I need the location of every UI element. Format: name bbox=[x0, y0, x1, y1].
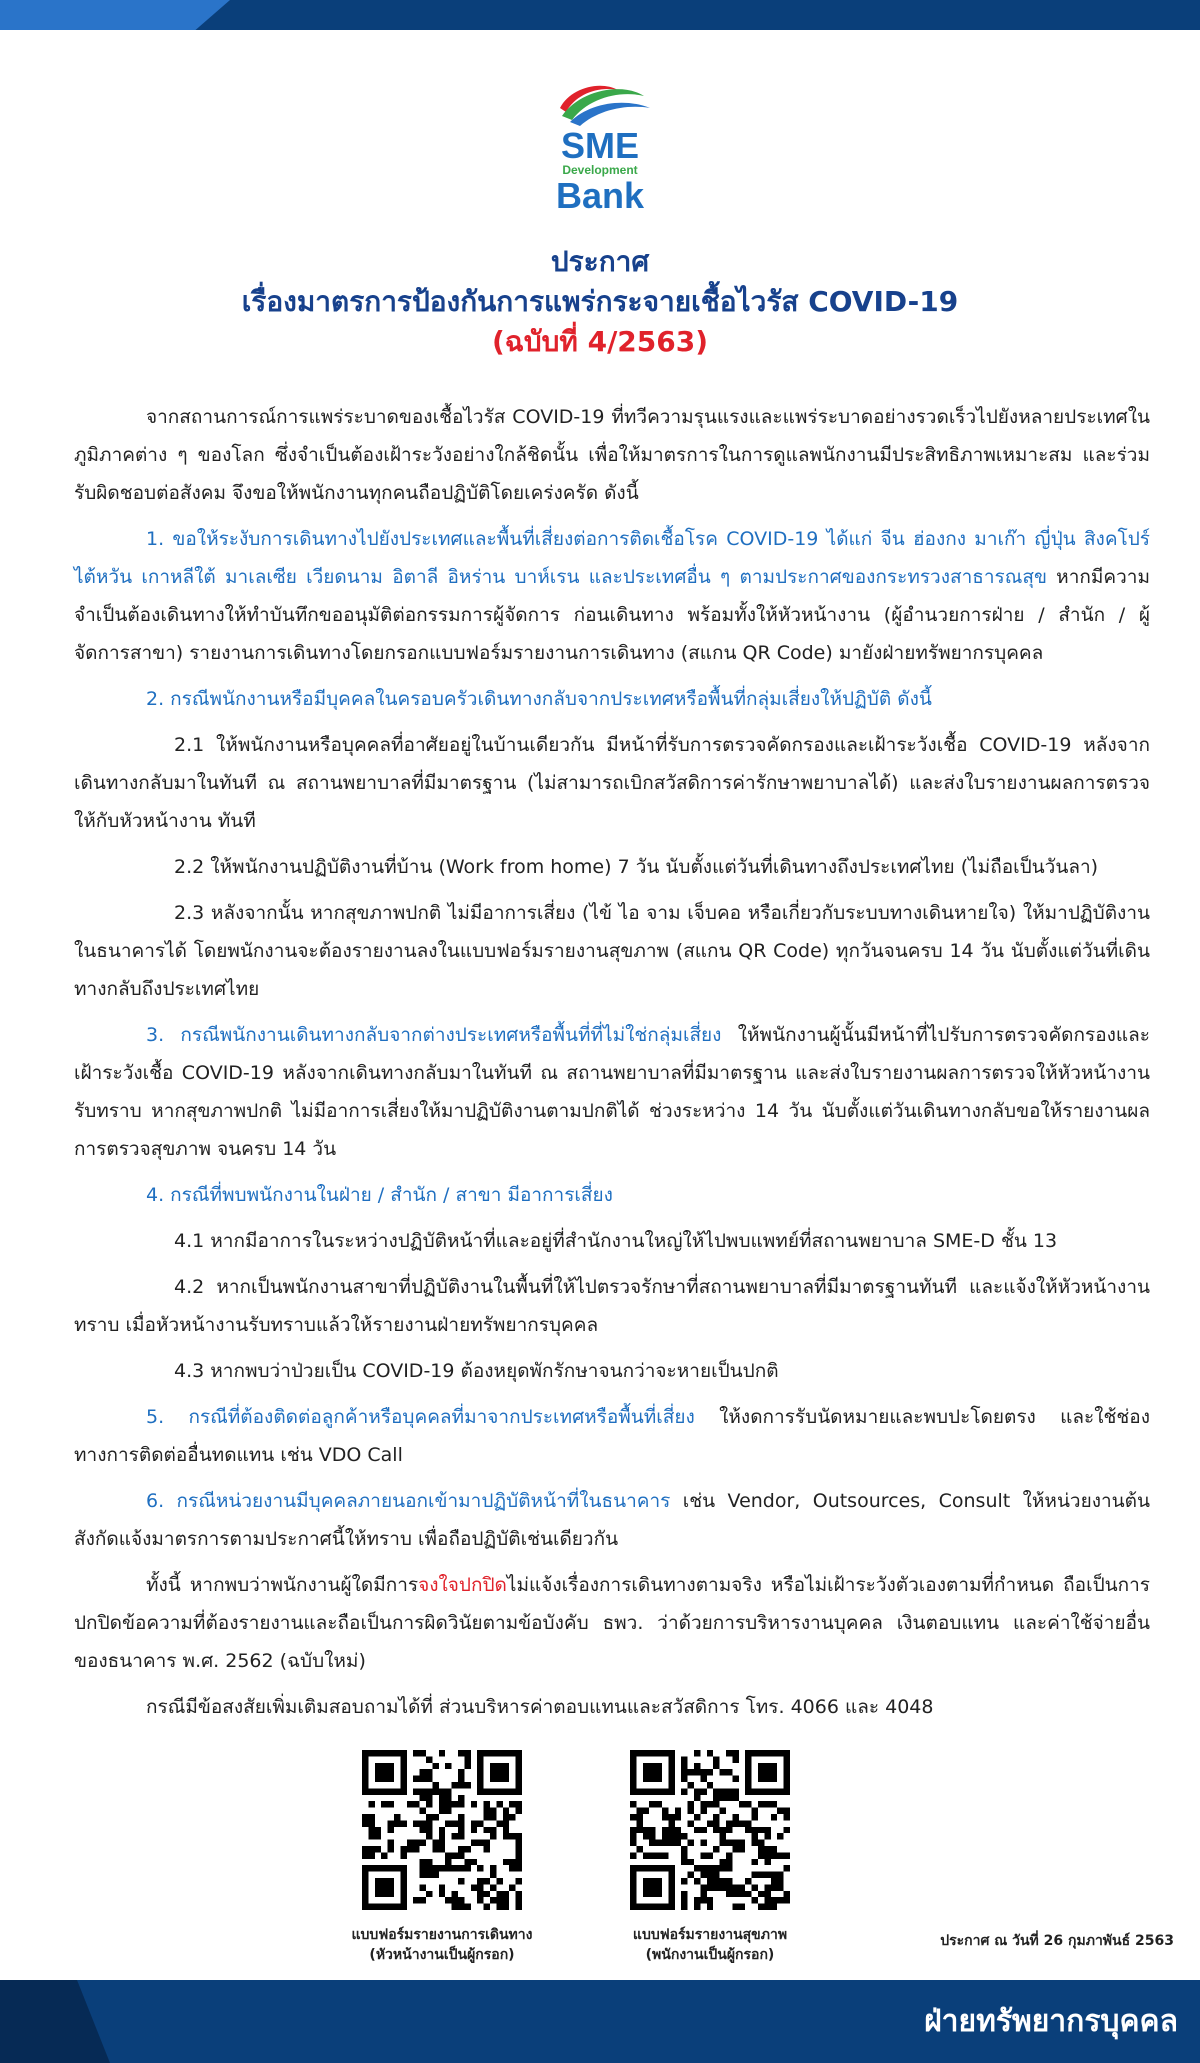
qr-caption-travel-line1: แบบฟอร์มรายงานการเดินทาง bbox=[351, 1927, 533, 1943]
item-3-body: ให้พนักงานผู้นั้นมีหน้าที่ไปรับการตรวจคัดกรองและเฝ้าระวังเชื้อ COVID-19 หลังจากเดินทางกลับมาในทันที ณ สถานพยาบาลที่มีมาตรฐาน และส่งใบรายงานผลการตรวจให้หัวหน้างาน รับทราบ หากสุขภาพปกติ ไม่มีอาการเสี่ยงให้มาปฏิบัติงานตามปกติได้ ช่วงระหว่าง 14 วัน นับตั้งแต่วันเดินทางกลับขอให้รายงานผลการตรวจสุขภาพ จนครบ 14 วัน bbox=[74, 1024, 1150, 1160]
item-3 bbox=[74, 1016, 1150, 1168]
top-banner bbox=[0, 0, 1200, 30]
intro-paragraph: จากสถานการณ์การแพร่ระบาดของเชื้อไวรัส COVID-19 ที่ทวีความรุนแรงและแพร่ระบาดอย่างรวดเร็วไปยังหลายประเทศในภูมิภาคต่าง ๆ ของโลก ซึ่งจำเป็นต้องเฝ้าระวังอย่างใกล้ชิดนั้น เพื่อให้มาตรการในการดูแลพนักงานมีประสิทธิภาพเหมาะสม และร่วมรับผิดชอบต่อสังคม จึงขอให้พนักงานทุกคนถือปฏิบัติโดยเคร่งครัด ดังนี้ bbox=[74, 406, 1150, 504]
title-line-2: เรื่องมาตรการป้องกันการแพร่กระจายเชื้อไวรัส COVID-19 bbox=[241, 285, 959, 318]
closing-after: ไม่แจ้งเรื่องการเดินทางตามจริง หรือไม่เฝ้าระวังตัวเองตามที่กำหนด ถือเป็นการปกปิดข้อความที่ต้องรายงานและถือเป็นการผิดวินัยตามข้อบังคับ ธพว. ว่าด้วยการบริหารงานบุคคล เงินตอบแทน และค่าใช้จ่ายอื่นของธนาคาร พ.ศ. 2562 (ฉบับใหม่) bbox=[74, 1574, 1150, 1672]
item-4-3: 4.3 หากพบว่าป่วยเป็น COVID-19 ต้องหยุดพักรักษาจนกว่าจะหายเป็นปกติ bbox=[174, 1360, 779, 1382]
sme-bank-logo bbox=[0, 76, 1200, 216]
item-1 bbox=[74, 520, 1150, 672]
item-2-1: 2.1 ให้พนักงานหรือบุคคลที่อาศัยอยู่ในบ้านเดียวกัน มีหน้าที่รับการตรวจคัดกรองและเฝ้าระวังเชื้อ COVID-19 หลังจากเดินทางกลับมาในทันที ณ สถานพยาบาลที่มีมาตรฐาน (ไม่สามารถเบิกสวัสดิการค่ารักษาพยาบาลได้) และส่งใบรายงานผลการตรวจให้กับหัวหน้างาน ทันที bbox=[74, 734, 1150, 832]
item-5 bbox=[74, 1398, 1150, 1474]
item-2-3: 2.3 หลังจากนั้น หากสุขภาพปกติ ไม่มีอาการเสี่ยง (ไข้ ไอ จาม เจ็บคอ หรือเกี่ยวกับระบบทางเดินหายใจ) ให้มาปฏิบัติงานในธนาคารได้ โดยพนักงานจะต้องรายงานลงในแบบฟอร์มรายงานสุขภาพ (สแกน QR Code) ทุกวันจนครบ 14 วัน นับตั้งแต่วันที่เดินทางกลับถึงประเทศไทย bbox=[74, 902, 1150, 1000]
logo-text-sme: SME bbox=[560, 125, 640, 166]
title-line-3: (ฉบับที่ 4/2563) bbox=[491, 325, 709, 358]
footer-banner bbox=[0, 1980, 1200, 2063]
item-4-2: 4.2 หากเป็นพนักงานสาขาที่ปฏิบัติงานในพื้นที่ให้ไปตรวจรักษาที่สถานพยาบาลที่มีมาตรฐานทันที และแจ้งให้หัวหน้างานทราบ เมื่อหัวหน้างานรับทราบแล้วให้รายงานฝ่ายทรัพยากรบุคคล bbox=[74, 1276, 1150, 1336]
item-4 bbox=[74, 1176, 1150, 1214]
title-line-1: ประกาศ bbox=[550, 245, 650, 278]
announcement-date: ประกาศ ณ วันที่ 26 กุมภาพันธ์ 2563 bbox=[940, 1933, 1174, 1949]
item-4-heading: 4. กรณีที่พบพนักงานในฝ่าย / สำนัก / สาขา มีอาการเสี่ยง bbox=[146, 1184, 613, 1206]
logo-text-development: Development bbox=[562, 163, 638, 177]
top-banner-accent bbox=[0, 0, 230, 30]
item-3-heading: 3. กรณีพนักงานเดินทางกลับจากต่างประเทศหรือพื้นที่ที่ไม่ใช่กลุ่มเสี่ยง bbox=[146, 1024, 722, 1046]
item-2-heading: 2. กรณีพนักงานหรือมีบุคคลในครอบครัวเดินทางกลับจากประเทศหรือพื้นที่กลุ่มเสี่ยงให้ปฏิบัติ ดังนี้ bbox=[146, 688, 932, 710]
item-6-heading: 6. กรณีหน่วยงานมีบุคคลภายนอกเข้ามาปฏิบัติหน้าที่ในธนาคาร bbox=[146, 1490, 671, 1512]
qr-section bbox=[0, 1750, 1200, 1980]
item-1-body: หากมีความจำเป็นต้องเดินทางให้ทำบันทึกขออนุมัติต่อกรรมการผู้จัดการ ก่อนเดินทาง พร้อมทั้งให้หัวหน้างาน (ผู้อำนวยการฝ่าย / สำนัก / ผู้จัดการสาขา) รายงานการเดินทางโดยกรอกแบบฟอร์มรายงานการเดินทาง (สแกน QR Code) มายังฝ่ายทรัพยากรบุคคล bbox=[74, 566, 1150, 664]
announcement-title bbox=[0, 242, 1200, 362]
qr-caption-health-line1: แบบฟอร์มรายงานสุขภาพ bbox=[632, 1927, 788, 1943]
item-6 bbox=[74, 1482, 1150, 1558]
logo-text-bank: Bank bbox=[555, 175, 645, 216]
closing-before: ทั้งนี้ หากพบว่าพนักงานผู้ใดมีการ bbox=[146, 1574, 419, 1596]
item-5-heading: 5. กรณีที่ต้องติดต่อลูกค้าหรือบุคคลที่มาจากประเทศหรือพื้นที่เสี่ยง bbox=[146, 1406, 695, 1428]
qr-caption-health-line2: (พนักงานเป็นผู้กรอก) bbox=[645, 1947, 775, 1963]
item-5-body: ให้งดการรับนัดหมายและพบปะโดยตรง และใช้ช่องทางการติดต่ออื่นทดแทน เช่น VDO Call bbox=[74, 1406, 1150, 1466]
qr-code-travel-form[interactable] bbox=[362, 1750, 522, 1910]
item-1-heading: 1. ขอให้ระงับการเดินทางไปยังประเทศและพื้นที่เสี่ยงต่อการติดเชื้อโรค COVID-19 ได้แก่ จีน ฮ่องกง มาเก๊า ญี่ปุ่น สิงคโปร์ ไต้หวัน เกาหลีใต้ มาเลเซีย เวียดนาม อิตาลี อิหร่าน บาห์เรน และประเทศอื่น ๆ ตามประกาศของกระทรวงสาธารณสุข bbox=[74, 528, 1150, 588]
announcement-body bbox=[74, 398, 1150, 1734]
closing-paragraph bbox=[74, 1566, 1150, 1680]
item-2 bbox=[74, 680, 1150, 718]
department-name: ฝ่ายทรัพยากรบุคคล bbox=[924, 2004, 1178, 2039]
item-6-body: เช่น Vendor, Outsources, Consult ให้หน่วยงานต้นสังกัดแจ้งมาตรการตามประกาศนี้ให้ทราบ เพื่อถือปฏิบัติเช่นเดียวกัน bbox=[74, 1490, 1150, 1550]
qr-caption-health bbox=[580, 1925, 840, 1965]
closing-highlight: จงใจปกปิด bbox=[418, 1574, 507, 1596]
footer-accent bbox=[0, 1980, 110, 2063]
contact-line: กรณีมีข้อสงสัยเพิ่มเติมสอบถามได้ที่ ส่วนบริหารค่าตอบแทนและสวัสดิการ โทร. 4066 และ 4048 bbox=[146, 1696, 934, 1718]
item-4-1: 4.1 หากมีอาการในระหว่างปฏิบัติหน้าที่และอยู่ที่สำนักงานใหญ่ให้ไปพบแพทย์ที่สถานพยาบาล SME-D ชั้น 13 bbox=[174, 1230, 1058, 1252]
qr-caption-travel-line2: (หัวหน้างานเป็นผู้กรอก) bbox=[369, 1947, 515, 1963]
qr-code-health-form[interactable] bbox=[630, 1750, 790, 1910]
item-2-2: 2.2 ให้พนักงานปฏิบัติงานที่บ้าน (Work from home) 7 วัน นับตั้งแต่วันที่เดินทางถึงประเทศไทย (ไม่ถือเป็นวันลา) bbox=[174, 856, 1099, 878]
qr-caption-travel bbox=[312, 1925, 572, 1965]
